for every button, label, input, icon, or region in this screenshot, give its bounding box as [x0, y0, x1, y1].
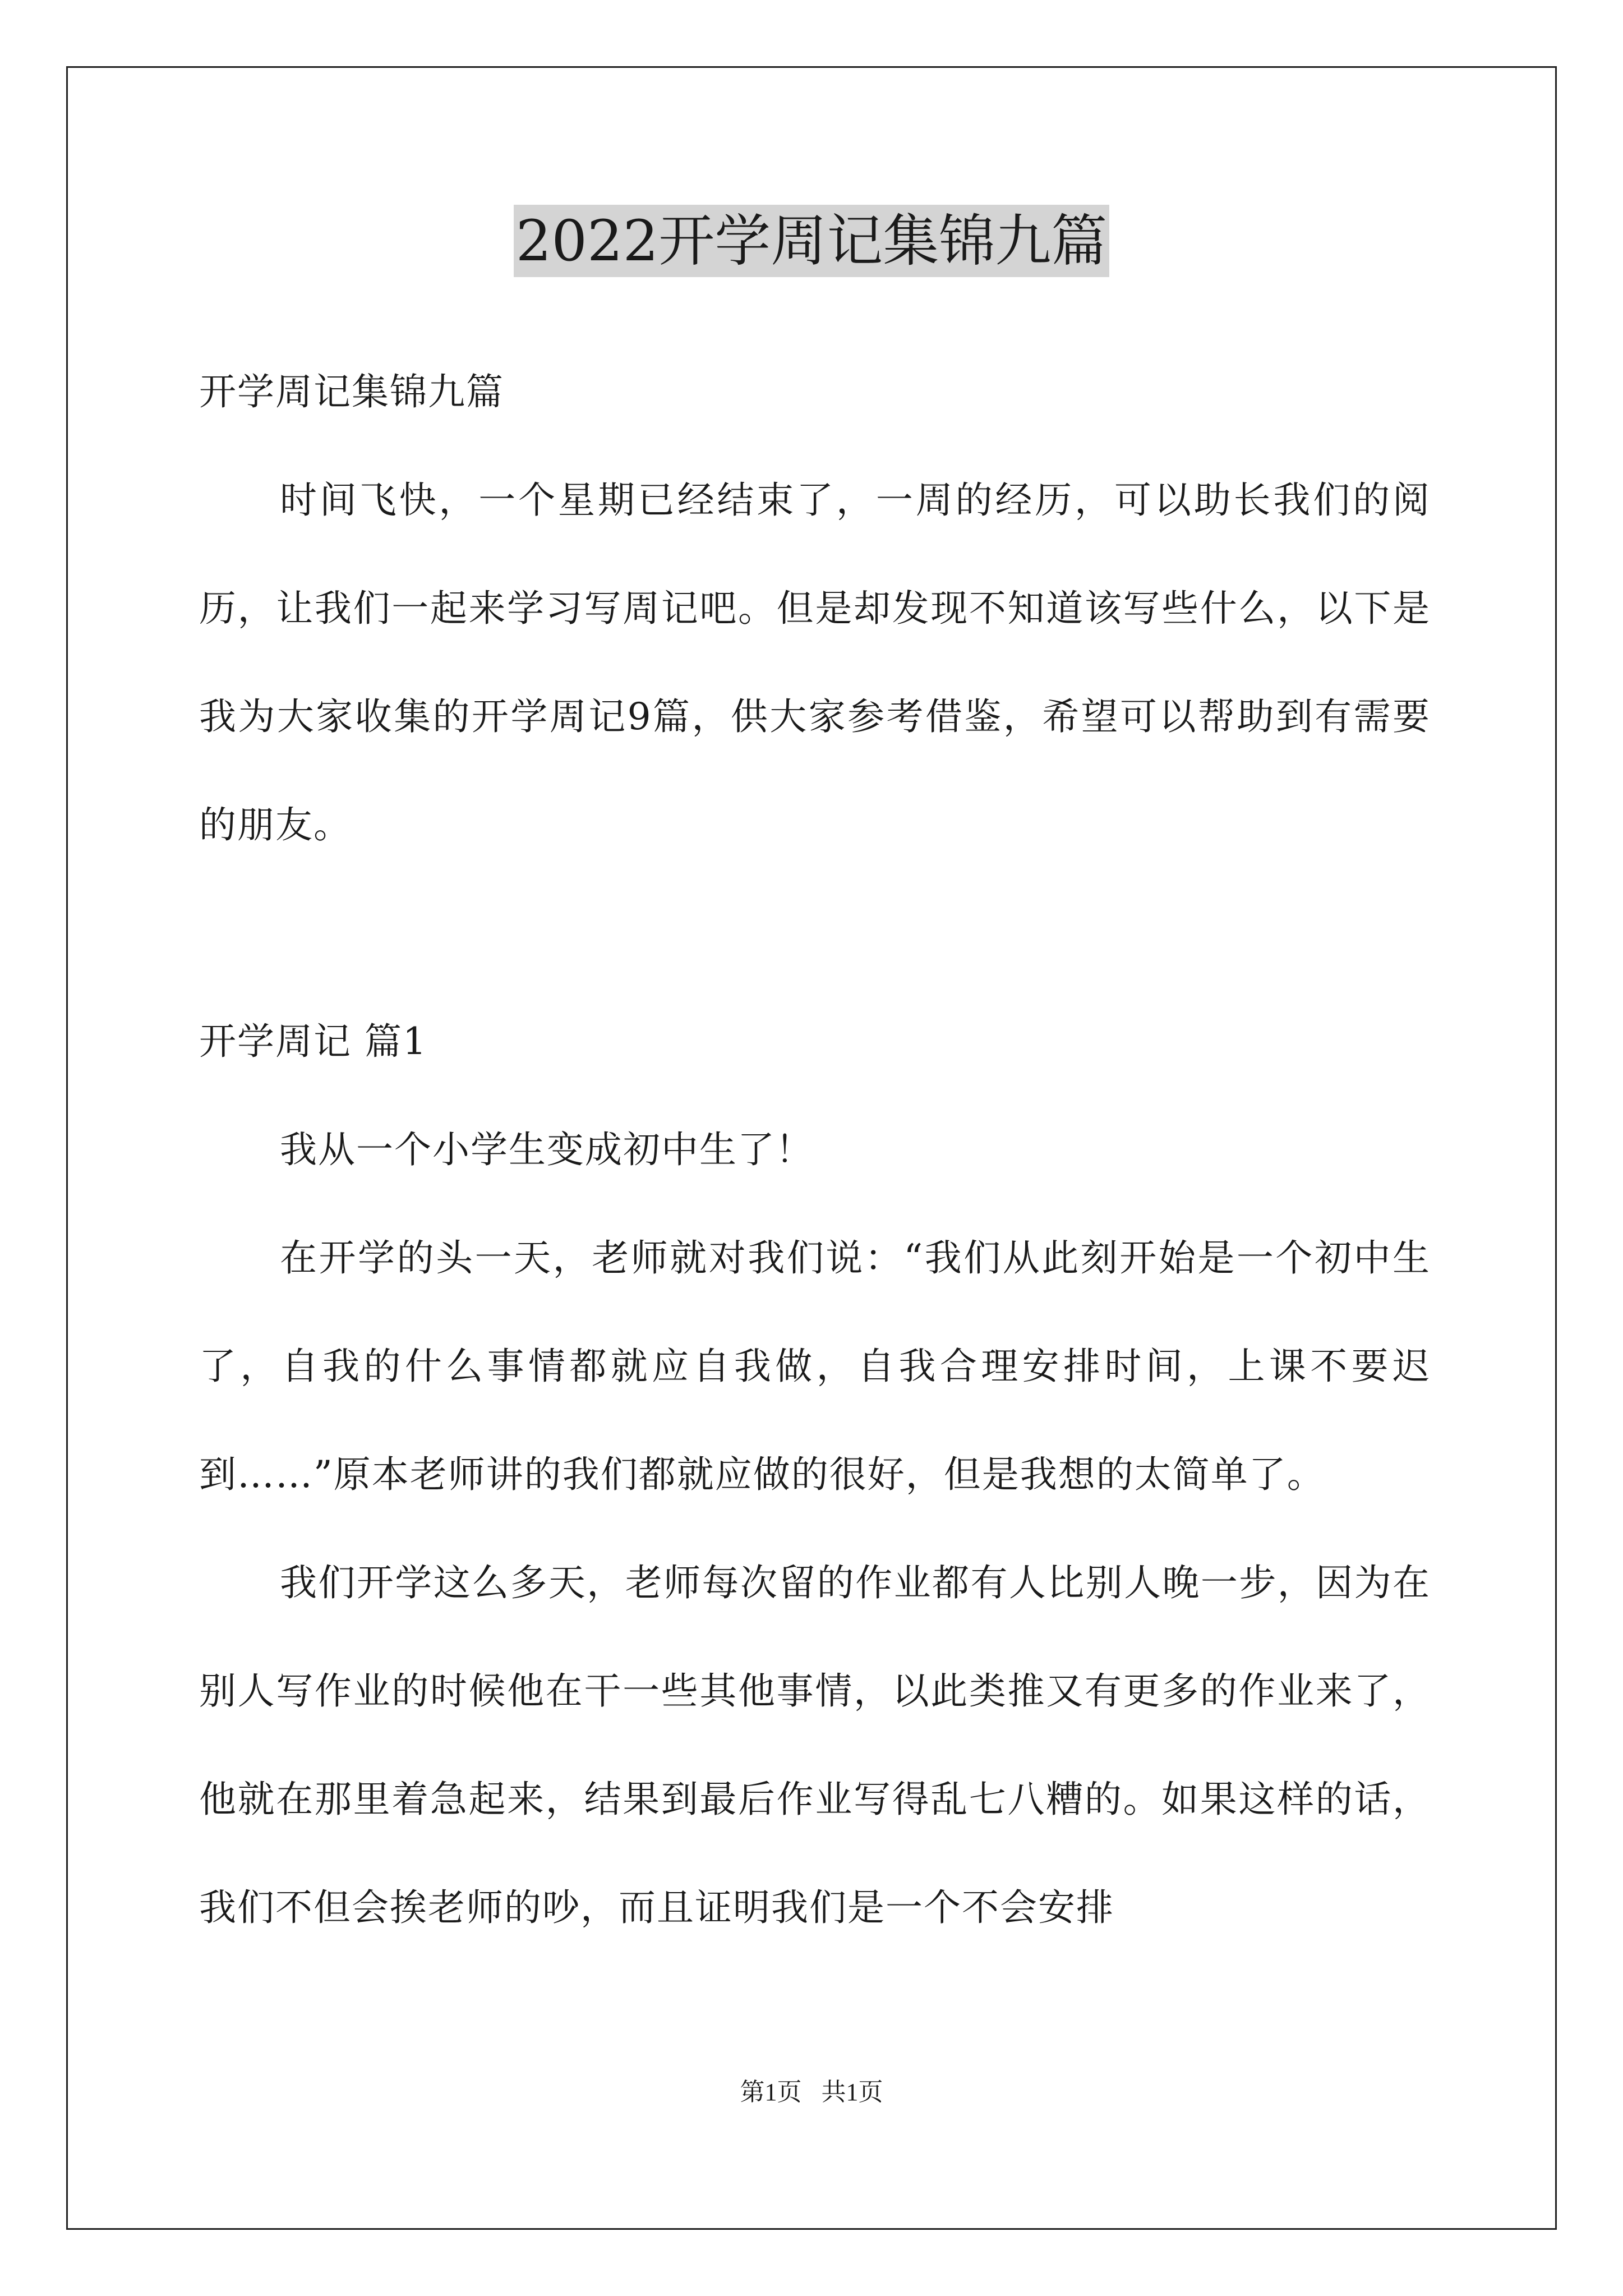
document-title-text: 2022开学周记集锦九篇: [514, 205, 1110, 277]
section-gap: [199, 879, 1431, 987]
document-title: [0, 199, 1623, 283]
body-paragraph: 在开学的头一天，老师就对我们说：“我们从此刻开始是一个初中生了，自我的什么事情都就应自我做，自我合理安排时间，上课不要迟到……”原本老师讲的我们都就应做的很好，但是我想的太简单了。: [199, 1236, 1431, 1496]
page-footer: [0, 2076, 1623, 2109]
intro-paragraph: 时间飞快，一个星期已经结束了，一周的经历，可以助长我们的阅历，让我们一起来学习写周记吧。但是却发现不知道该写些什么，以下是我为大家收集的开学周记9篇，供大家参考借鉴，希望可以帮助到有需要的朋友。: [199, 478, 1431, 846]
document-body: [199, 338, 1431, 1962]
body-paragraph: 我从一个小学生变成初中生了！: [280, 1128, 814, 1171]
page-total: 共1页: [821, 2078, 883, 2106]
document-subtitle: 开学周记集锦九篇: [199, 370, 504, 413]
body-paragraph: 我们开学这么多天，老师每次留的作业都有人比别人晚一步，因为在别人写作业的时候他在干一些其他事情，以此类推又有更多的作业来了，他就在那里着急起来，结果到最后作业写得乱七八糟的。如果这样的话，我们不但会挨老师的吵，而且证明我们是一个不会安排: [199, 1561, 1431, 1929]
page-number: 第1页: [740, 2078, 802, 2106]
section-heading: 开学周记 篇1: [199, 1020, 427, 1063]
